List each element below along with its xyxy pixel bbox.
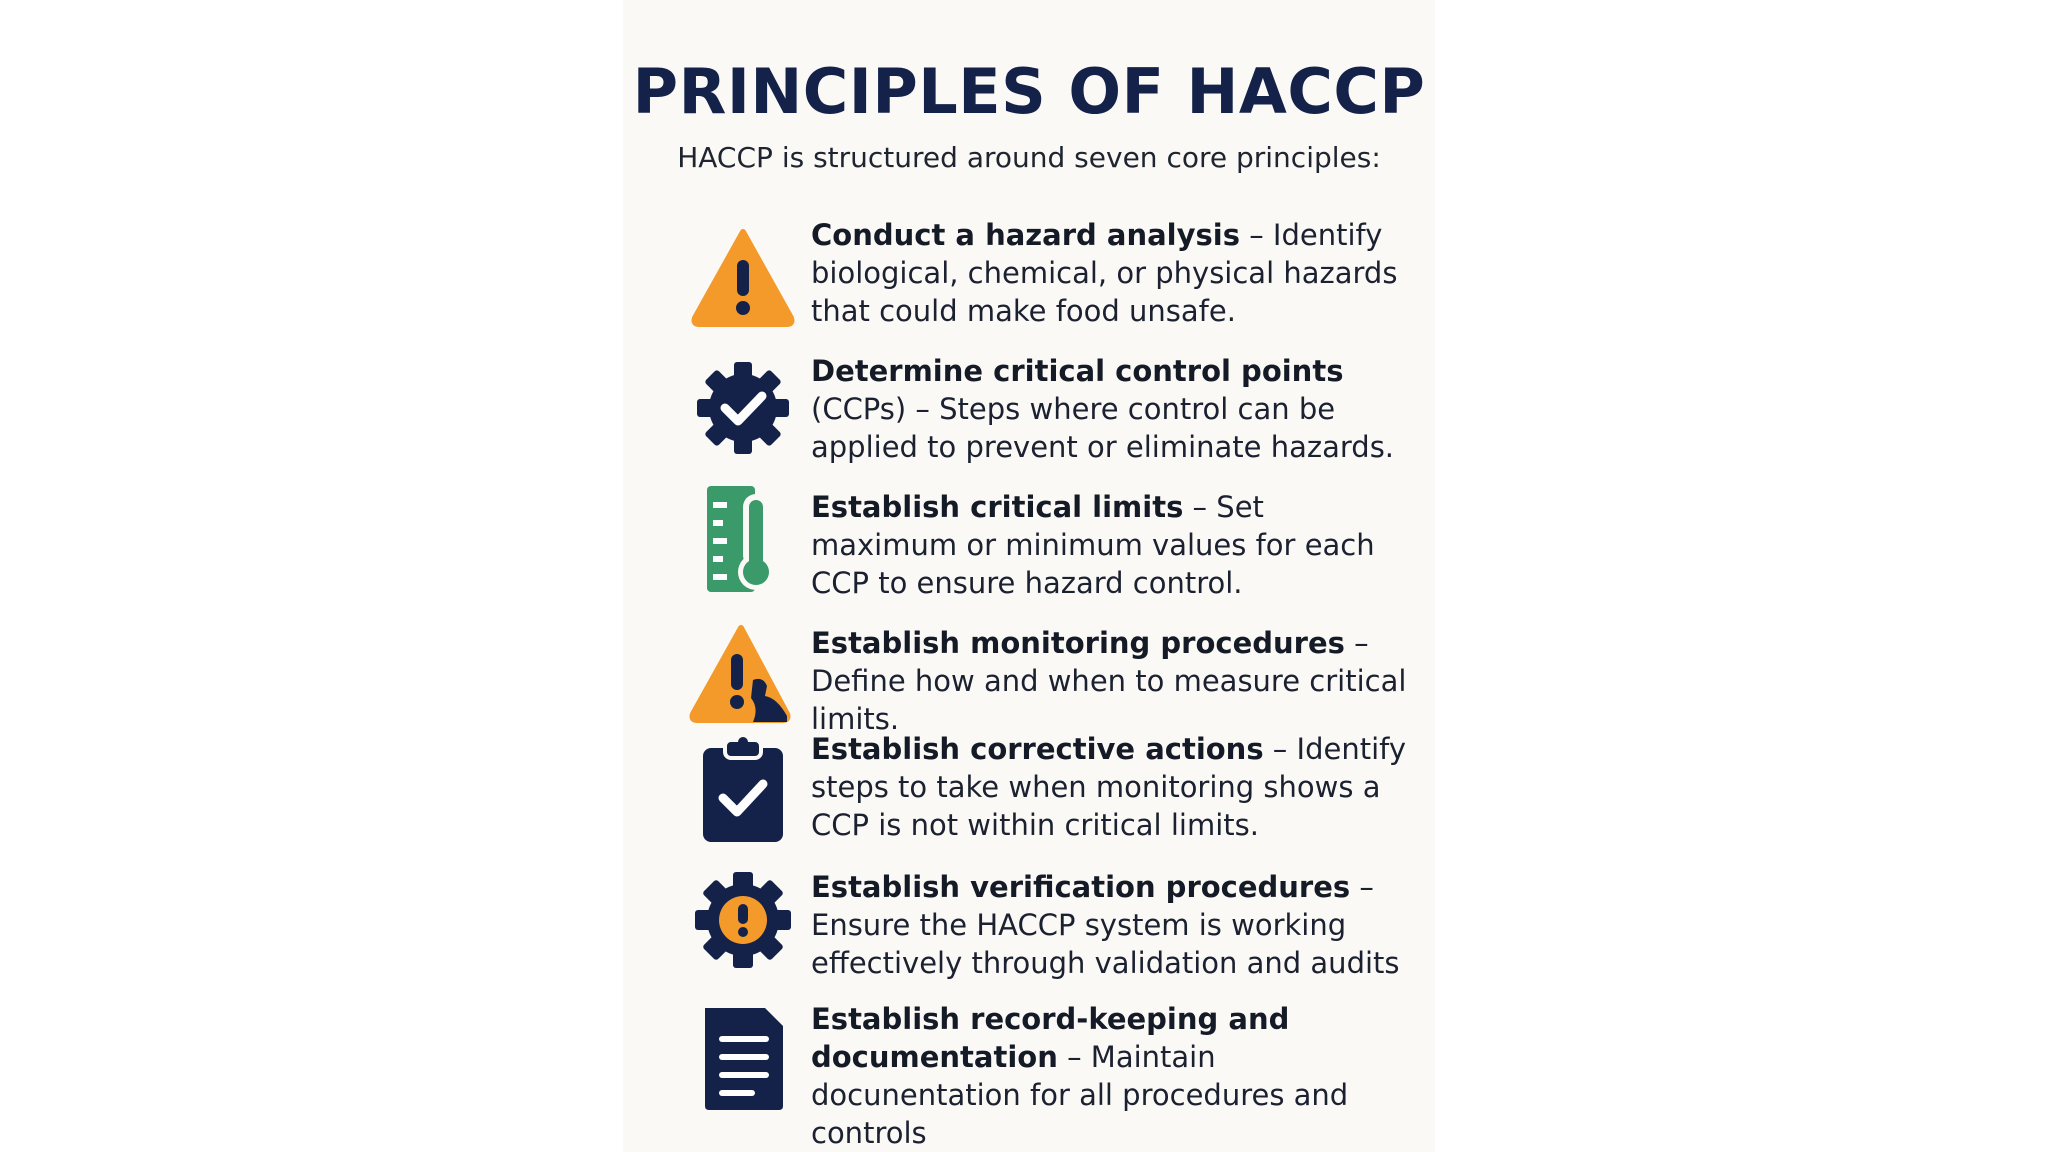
gear-alert-icon <box>687 864 799 976</box>
thermometer-ruler-icon <box>687 484 799 596</box>
principle-description: – Set maximum or minimum values for each CCP to ensure hazard control. <box>811 490 1375 600</box>
principle-heading: Establish monitoring procedures <box>811 626 1345 660</box>
principle-description: – Maintain docunentation for all procedures and controls <box>811 1040 1349 1150</box>
principle-heading: Conduct a hazard analysis <box>811 218 1240 252</box>
page-subtitle: HACCP is structured around seven core principles: <box>677 141 1381 174</box>
principle-description: – Identify steps to take when monitoring shows a CCP is not within critical limits. <box>811 732 1407 842</box>
principle-text <box>811 488 1411 602</box>
principle-description: (CCPs) – Steps where control can be applied to prevent or eliminate hazards. <box>811 392 1395 464</box>
principle-heading: Establish critical limits <box>811 490 1184 524</box>
principle-text <box>811 624 1411 738</box>
principle-description: – Identify biological, chemical, or physical hazards that could make food unsafe. <box>811 218 1398 328</box>
principle-heading: Establish corrective actions <box>811 732 1264 766</box>
principle-text <box>811 730 1411 844</box>
principle-text <box>811 868 1411 982</box>
principle-heading: Establish verification procedures <box>811 870 1351 904</box>
principle-heading: Establish record-keeping and documentation <box>811 1002 1290 1074</box>
principle-text <box>811 1000 1411 1152</box>
warning-triangle-icon <box>687 220 799 332</box>
warning-monitor-icon <box>687 620 799 732</box>
principle-description: – Define how and when to measure critical limits. <box>811 626 1407 736</box>
principle-heading: Determine critical control points <box>811 354 1344 388</box>
principle-description: – Ensure the HACCP system is working effectively through validation and audits <box>811 870 1400 980</box>
document-icon <box>687 1002 799 1114</box>
clipboard-check-icon <box>687 734 799 846</box>
principle-text <box>811 352 1411 466</box>
gear-check-icon <box>687 352 799 464</box>
principle-text <box>811 216 1411 330</box>
page-title: PRINCIPLES OF HACCP <box>632 55 1426 128</box>
haccp-card <box>623 0 1435 1152</box>
